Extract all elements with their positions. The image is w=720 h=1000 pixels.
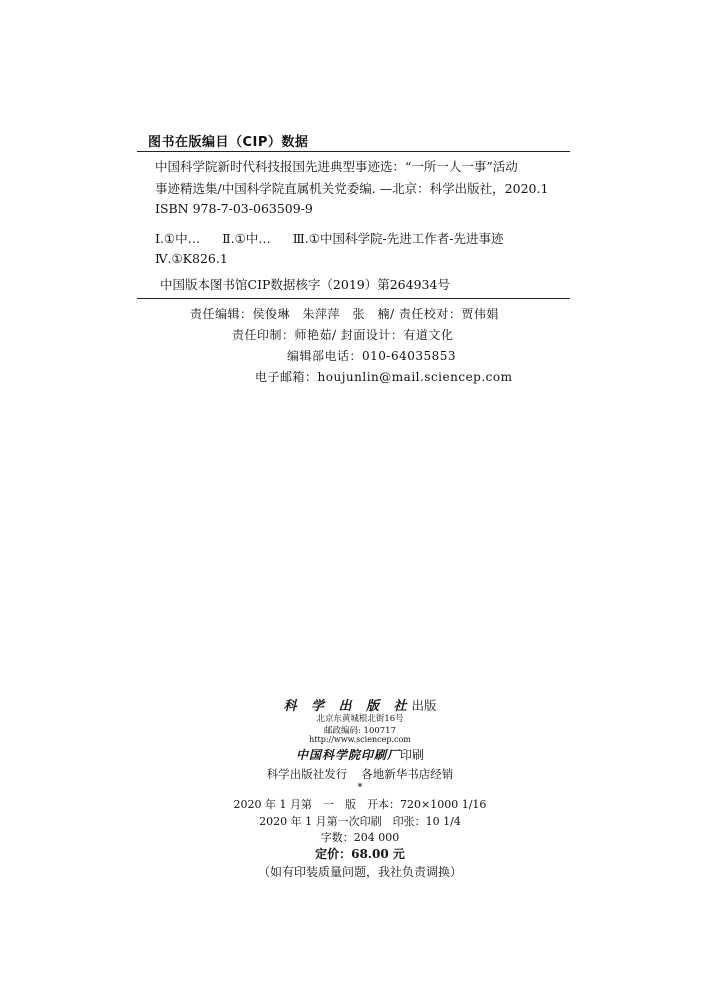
proof-label: / 责任校对： [390, 307, 462, 321]
cip-class-1: Ⅰ.①中… [155, 231, 201, 246]
cip-title-line-1: 中国科学院新时代科技报国先进典型事迹选：“一所一人一事”活动 [155, 159, 518, 174]
credit-email [255, 368, 513, 385]
quality-notice: （如有印装质量问题，我社负责调换） [257, 865, 462, 879]
cover-name: 有道文化 [403, 328, 454, 342]
email-address: houjunlin@mail.sciencep.com [317, 370, 513, 384]
word-count: 字数：204 000 [320, 831, 400, 844]
cip-title-line-2: 事迹精选集/中国科学院直属机关党委编. —北京：科学出版社，2020.1 [155, 181, 549, 196]
print-name: 师艳茹 [294, 328, 333, 342]
cip-class-3: Ⅲ.①中国科学院-先进工作者-先进事迹 [292, 231, 504, 246]
cip-isbn: ISBN 978-7-03-063509-9 [155, 201, 313, 216]
credit-print-cover [232, 326, 453, 343]
printer-suffix: 印刷 [400, 748, 425, 762]
distributor: 科学出版社发行 [266, 767, 348, 781]
price: 定价：68.00 元 [315, 847, 405, 861]
seller: 各地新华书店经销 [361, 767, 454, 781]
email-label: 电子邮箱： [255, 370, 318, 384]
cip-heading: 图书在版编目（CIP）数据 [148, 135, 309, 150]
cip-classification [155, 229, 521, 247]
proof-name: 贾伟娟 [461, 307, 499, 321]
print-label: 责任印制： [232, 328, 295, 342]
phone-number: 010-64035853 [362, 349, 457, 363]
publisher-postcode: 邮政编码: 100717 [323, 726, 396, 736]
publisher-logotype: 科 学 出 版 社 [283, 699, 412, 714]
cip-class-2: Ⅱ.①中… [222, 231, 271, 246]
cip-record-number: 中国版本图书馆CIP数据核字（2019）第264934号 [160, 277, 450, 292]
separator-star: * [357, 782, 363, 793]
credit-editors [190, 305, 499, 322]
cip-bottom-rule [137, 298, 570, 299]
printing-info: 2020 年 1 月第一次印刷 印张：10 1/4 [259, 815, 461, 828]
cip-clc: Ⅳ.①K826.1 [155, 251, 228, 266]
edition-info: 2020 年 1 月第 一 版 开本：720×1000 1/16 [233, 798, 487, 811]
editors-names: 侯俊琳 朱萍萍 张 楠 [252, 307, 391, 321]
editors-label: 责任编辑： [190, 307, 253, 321]
printer-logotype: 中国科学院印刷厂 [295, 748, 400, 762]
phone-label: 编辑部电话： [287, 349, 363, 363]
publisher-website: http://www.sciencep.com [309, 735, 411, 744]
printer-line [0, 746, 720, 763]
credit-phone [287, 347, 456, 364]
distribution-line [0, 766, 720, 782]
cip-top-rule [137, 151, 570, 152]
publisher-address: 北京东黄城根北街16号 [316, 714, 404, 724]
publisher-suffix: 出版 [411, 698, 437, 713]
cover-label: / 封面设计： [332, 328, 404, 342]
